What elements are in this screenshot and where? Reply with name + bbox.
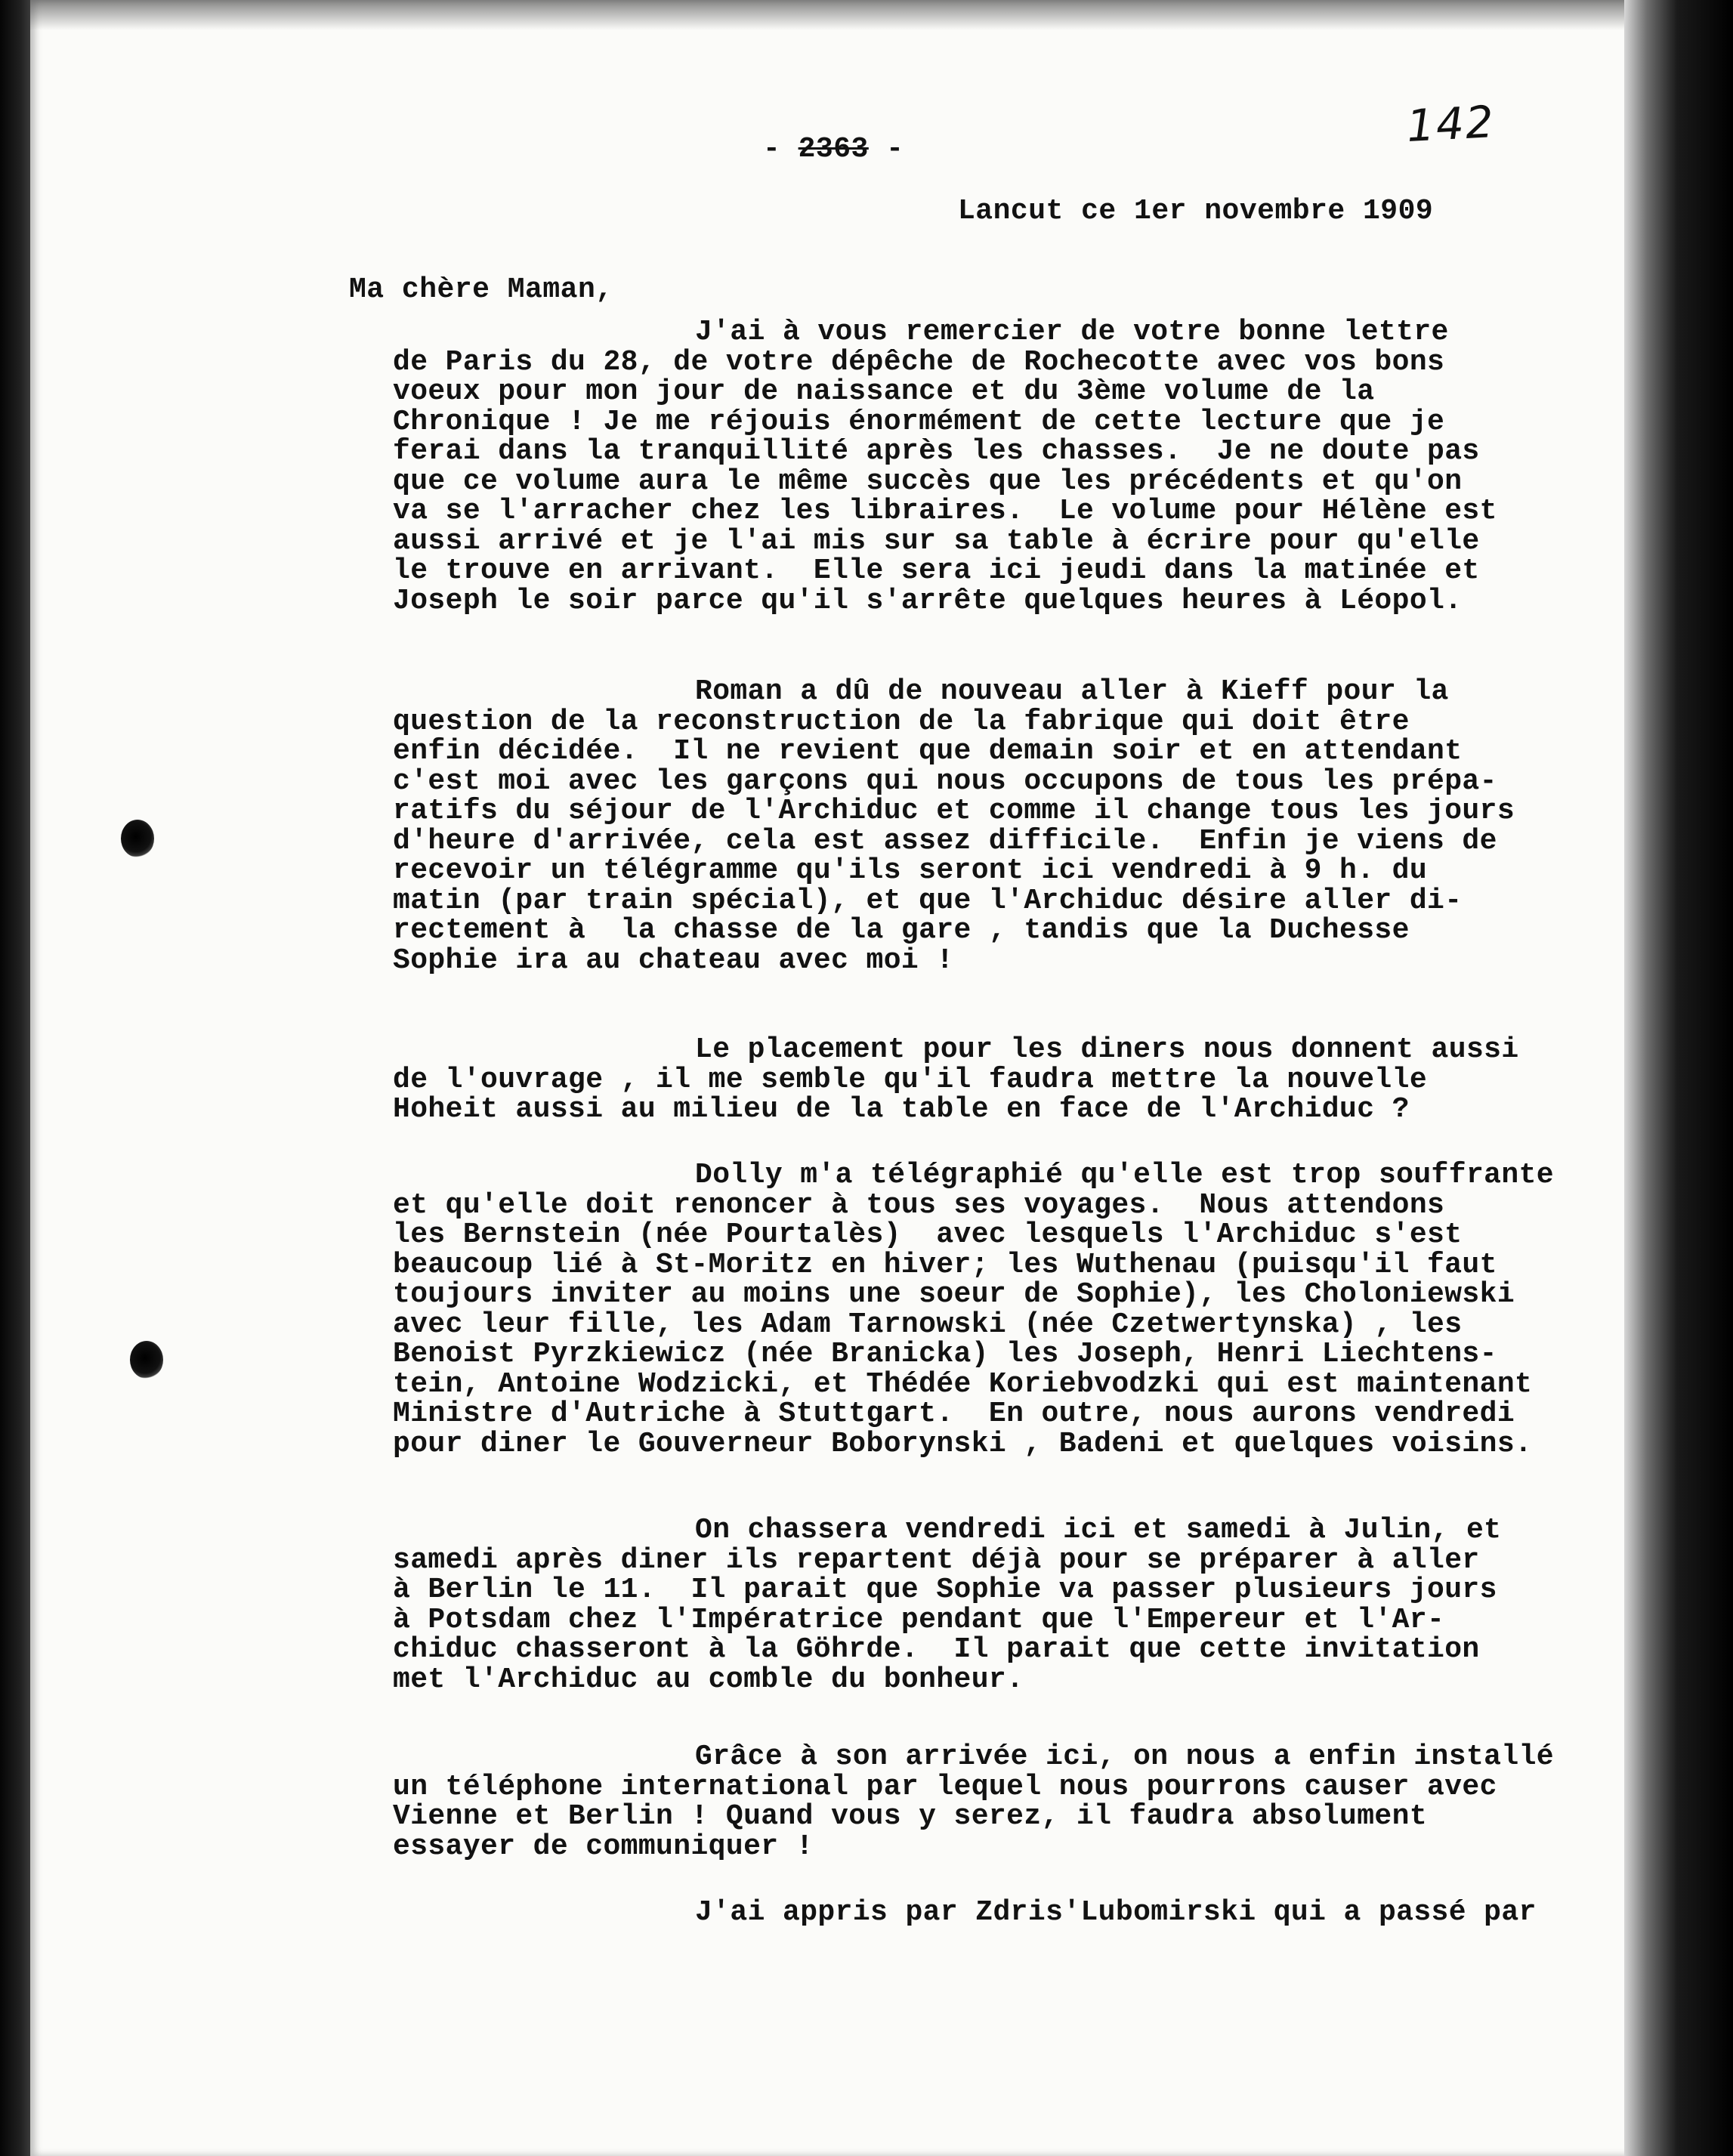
letter-paragraph [393,1515,1624,1694]
punch-hole-upper [121,820,154,857]
letter-line: Dolly m'a télégraphié qu'elle est trop souffrante [695,1159,1554,1191]
letter-line: J'ai à vous remercier de votre bonne lettre [695,316,1449,348]
letter-line: met l'Archiduc au comble du bonheur. [393,1663,1024,1696]
letter-line: que ce volume aura le même succès que les précédents et qu'on [393,465,1463,498]
letter-line: On chassera vendredi ici et samedi à Julin, et [695,1514,1502,1546]
letter-paragraph [393,1035,1624,1125]
letter-line: à Berlin le 11. Il parait que Sophie va passer plusieurs jours [393,1574,1497,1606]
letter-line: Vienne et Berlin ! Quand vous y serez, il faudra absolument [393,1800,1428,1833]
letter-line: beaucoup lié à St-Moritz en hiver; les Wuthenau (puisqu'il faut [393,1248,1497,1281]
letter-paragraph [393,1898,1624,1928]
letter-line: avec leur fille, les Adam Tarnowski (née Czetwertynska) , les [393,1308,1463,1341]
letter-line: Le placement pour les diners nous donnent aussi [695,1033,1519,1066]
page-number-value: 2363 [798,133,869,165]
letter-line: essayer de communiquer ! [393,1830,814,1863]
letter-line: rectement à la chasse de la gare , tandis que la Duchesse [393,914,1410,947]
letter-line: Chronique ! Je me réjouis énormément de cette lecture que je [393,405,1445,438]
letter-line: tein, Antoine Wodzicki, et Thédée Koriebvodzki qui est maintenant [393,1367,1533,1401]
letter-line: chiduc chasseront à la Göhrde. Il parait que cette invitation [393,1633,1480,1666]
letter-line: va se l'arracher chez les libraires. Le volume pour Hélène est [393,495,1497,527]
letter-line: J'ai appris par Zdris'Lubomirski qui a passé par [695,1896,1537,1929]
letter-line: question de la reconstruction de la fabrique qui doit être [393,705,1410,738]
letter-line: c'est moi avec les garçons qui nous occupons de tous les prépa- [393,764,1497,798]
letter-line: ratifs du séjour de l'Archiduc et comme il change tous les jours [393,795,1515,827]
letter-line: voeux pour mon jour de naissance et du 3ème volume de la [393,375,1375,408]
letter-line: Sophie ira au chateau avec moi ! [393,944,954,977]
letter-line: matin (par train spécial), et que l'Archiduc désire aller di- [393,884,1463,917]
letter-line: Grâce à son arrivée ici, on nous a enfin installé [695,1741,1554,1773]
letter-line: Hoheit aussi au milieu de la table en face de l'Archiduc ? [393,1093,1410,1126]
letter-line: de l'ouvrage , il me semble qu'il faudra mettre la nouvelle [393,1063,1428,1096]
letter-line: pour diner le Gouverneur Boborynski , Badeni et quelques voisins. [393,1427,1533,1460]
letter-line: un téléphone international par lequel nous pourrons causer avec [393,1770,1497,1803]
left-scan-edge [0,0,30,2156]
letter-line: de Paris du 28, de votre dépêche de Rochecotte avec vos bons [393,345,1445,378]
top-scan-shadow [30,0,1624,30]
salutation: Ma chère Maman, [349,273,613,306]
letter-line: toujours inviter au moins une soeur de Sophie), les Choloniewski [393,1278,1515,1311]
letter-line: aussi arrivé et je l'ai mis sur sa table à écrire pour qu'elle [393,524,1480,558]
dateline: Lancut ce 1er novembre 1909 [958,195,1434,227]
letter-line: et qu'elle doit renoncer à tous ses voyages. Nous attendons [393,1188,1445,1222]
letter-paragraph [393,317,1624,616]
letter-paragraph [393,1160,1624,1459]
letter-line: enfin décidée. Il ne revient que demain soir et en attendant [393,735,1463,768]
letter-line: les Bernstein (née Pourtalès) avec lesquels l'Archiduc s'est [393,1219,1463,1251]
letter-line: recevoir un télégramme qu'ils seront ici vendredi à 9 h. du [393,854,1428,887]
handwritten-folio-number: 142 [1405,95,1497,153]
letter-line: Benoist Pyrzkiewicz (née Branicka) les Joseph, Henri Liechtens- [393,1338,1497,1370]
letter-line: d'heure d'arrivée, cela est assez difficile. Enfin je viens de [393,824,1497,857]
letter-line: ferai dans la tranquillité après les chasses. Je ne doute pas [393,435,1480,468]
letter-line: samedi après diner ils repartent déjà pour se préparer à aller [393,1543,1480,1577]
letter-line: Joseph le soir parce qu'il s'arrête quelques heures à Léopol. [393,584,1463,617]
letter-paragraph [393,1742,1624,1861]
right-scan-edge [1624,0,1733,2156]
letter-line: à Potsdam chez l'Impératrice pendant que l'Empereur et l'Ar- [393,1603,1445,1636]
punch-hole-lower [130,1341,163,1379]
letter-paragraph [393,677,1624,975]
letter-line: le trouve en arrivant. Elle sera ici jeudi dans la matinée et [393,554,1480,587]
page-number: - 2363 - [763,133,904,165]
letter-line: Roman a dû de nouveau aller à Kieff pour la [695,675,1449,708]
letter-line: Ministre d'Autriche à Stuttgart. En outre, nous aurons vendredi [393,1398,1515,1430]
